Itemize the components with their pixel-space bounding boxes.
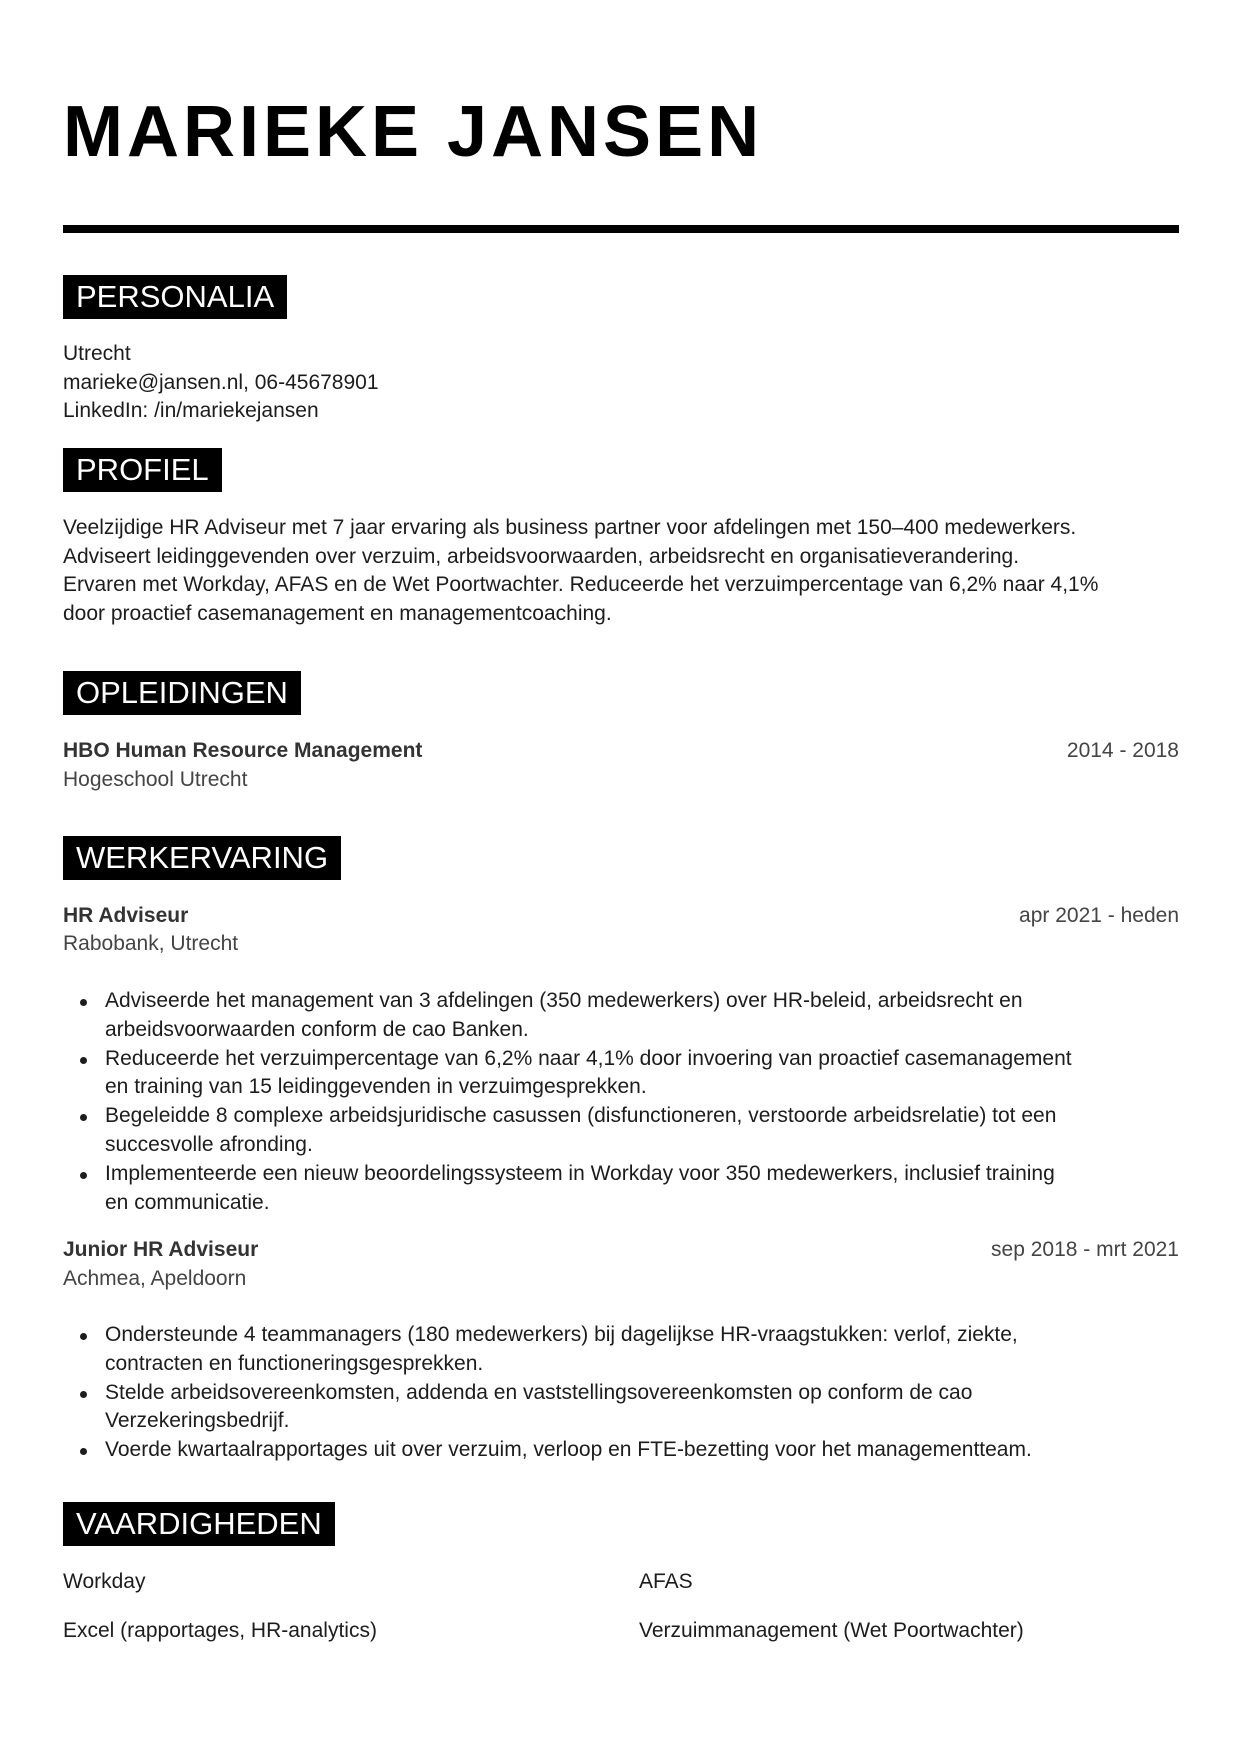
bullet-dot — [80, 1057, 87, 1064]
profiel-line: Adviseert leidinggevenden over verzuim, arbeidsvoorwaarden, arbeidsrecht en organisatieverandering. — [63, 544, 1020, 568]
bullet-dot — [80, 1114, 87, 1121]
personalia-block — [63, 340, 1179, 426]
bullet-dot — [80, 999, 87, 1006]
job-dates: apr 2021 - heden — [1019, 904, 1179, 927]
bullet-dot — [80, 1391, 87, 1398]
candidate-name: MARIEKE JANSEN — [63, 92, 764, 172]
bullet-dot — [80, 1448, 87, 1455]
job-bullet — [63, 1102, 1179, 1160]
skill-item: Excel (rapportages, HR-analytics) — [63, 1619, 377, 1642]
personalia-contact: marieke@jansen.nl, 06-45678901 — [63, 370, 379, 394]
job-entry-1 — [63, 902, 1179, 930]
section-header-werkervaring: WERKERVARING — [63, 836, 341, 880]
bullet-line: Begeleidde 8 complexe arbeidsjuridische casussen (disfunctioneren, verstoorde arbeidsrelatie) tot een — [105, 1104, 1057, 1128]
bullet-line: Adviseerde het management van 3 afdelingen (350 medewerkers) over HR-beleid, arbeidsrecht en — [105, 989, 1023, 1012]
job-2-bullets — [63, 1321, 1179, 1465]
job-bullet — [63, 1160, 1179, 1218]
education-institution: Hogeschool Utrecht — [63, 768, 248, 791]
bullet-line: Ondersteunde 4 teammanagers (180 medewerkers) bij dagelijkse HR-vraagstukken: verlof, ziekte, — [105, 1323, 1018, 1346]
job-bullet — [63, 1436, 1179, 1465]
job-bullet — [63, 1379, 1179, 1437]
job-dates: sep 2018 - mrt 2021 — [991, 1238, 1179, 1261]
skill-item: AFAS — [639, 1570, 693, 1593]
personalia-linkedin: LinkedIn: /in/mariekejansen — [63, 399, 319, 422]
bullet-line: Implementeerde een nieuw beoordelingssysteem in Workday voor 350 medewerkers, inclusief training — [105, 1161, 1055, 1185]
education-title: HBO Human Resource Management — [63, 739, 423, 762]
job-bullet — [63, 987, 1179, 1045]
job-bullet — [63, 1045, 1179, 1103]
section-header-personalia: PERSONALIA — [63, 275, 287, 319]
job-title: Junior HR Adviseur — [63, 1238, 259, 1261]
education-dates: 2014 - 2018 — [1066, 739, 1179, 762]
profiel-line: door proactief casemanagement en managementcoaching. — [63, 601, 612, 625]
education-entry — [63, 737, 1179, 765]
bullet-line: succesvolle afronding. — [105, 1132, 313, 1156]
bullet-line: en training van 15 leidinggevenden in verzuimgesprekken. — [105, 1075, 647, 1099]
bullet-line: en communicatie. — [105, 1190, 270, 1214]
job-entry-2 — [63, 1236, 1179, 1264]
bullet-dot — [80, 1172, 87, 1179]
skill-item: Workday — [63, 1570, 146, 1593]
section-header-vaardigheden: VAARDIGHEDEN — [63, 1502, 335, 1546]
skill-item: Verzuimmanagement (Wet Poortwachter) — [639, 1619, 1024, 1642]
bullet-line: contracten en functioneringsgesprekken. — [105, 1351, 484, 1375]
job-title: HR Adviseur — [63, 904, 189, 927]
header-divider — [63, 225, 1179, 233]
profiel-line: Veelzijdige HR Adviseur met 7 jaar ervaring als business partner voor afdelingen met 150–400 medewerkers. — [63, 516, 1077, 539]
job-employer: Achmea, Apeldoorn — [63, 1267, 247, 1290]
section-header-profiel: PROFIEL — [63, 448, 222, 492]
bullet-line: arbeidsvoorwaarden conform de cao Banken. — [105, 1017, 529, 1041]
profiel-block — [63, 514, 1179, 628]
profiel-line: Ervaren met Workday, AFAS en de Wet Poortwachter. Reduceerde het verzuimpercentage van 6,2% naar 4,1% — [63, 573, 1099, 596]
personalia-city: Utrecht — [63, 342, 131, 365]
job-bullet — [63, 1321, 1179, 1379]
bullet-line: Verzekeringsbedrijf. — [105, 1409, 290, 1433]
section-header-opleidingen: OPLEIDINGEN — [63, 671, 301, 715]
bullet-line: Reduceerde het verzuimpercentage van 6,2% naar 4,1% door invoering van proactief casemanagement — [105, 1046, 1072, 1070]
bullet-dot — [80, 1333, 87, 1340]
bullet-line: Stelde arbeidsovereenkomsten, addenda en vaststellingsovereenkomsten op conform de cao — [105, 1380, 973, 1404]
bullet-line: Voerde kwartaalrapportages uit over verzuim, verloop en FTE-bezetting voor het managementteam. — [105, 1438, 1032, 1462]
job-employer: Rabobank, Utrecht — [63, 932, 239, 955]
job-1-bullets — [63, 987, 1179, 1217]
